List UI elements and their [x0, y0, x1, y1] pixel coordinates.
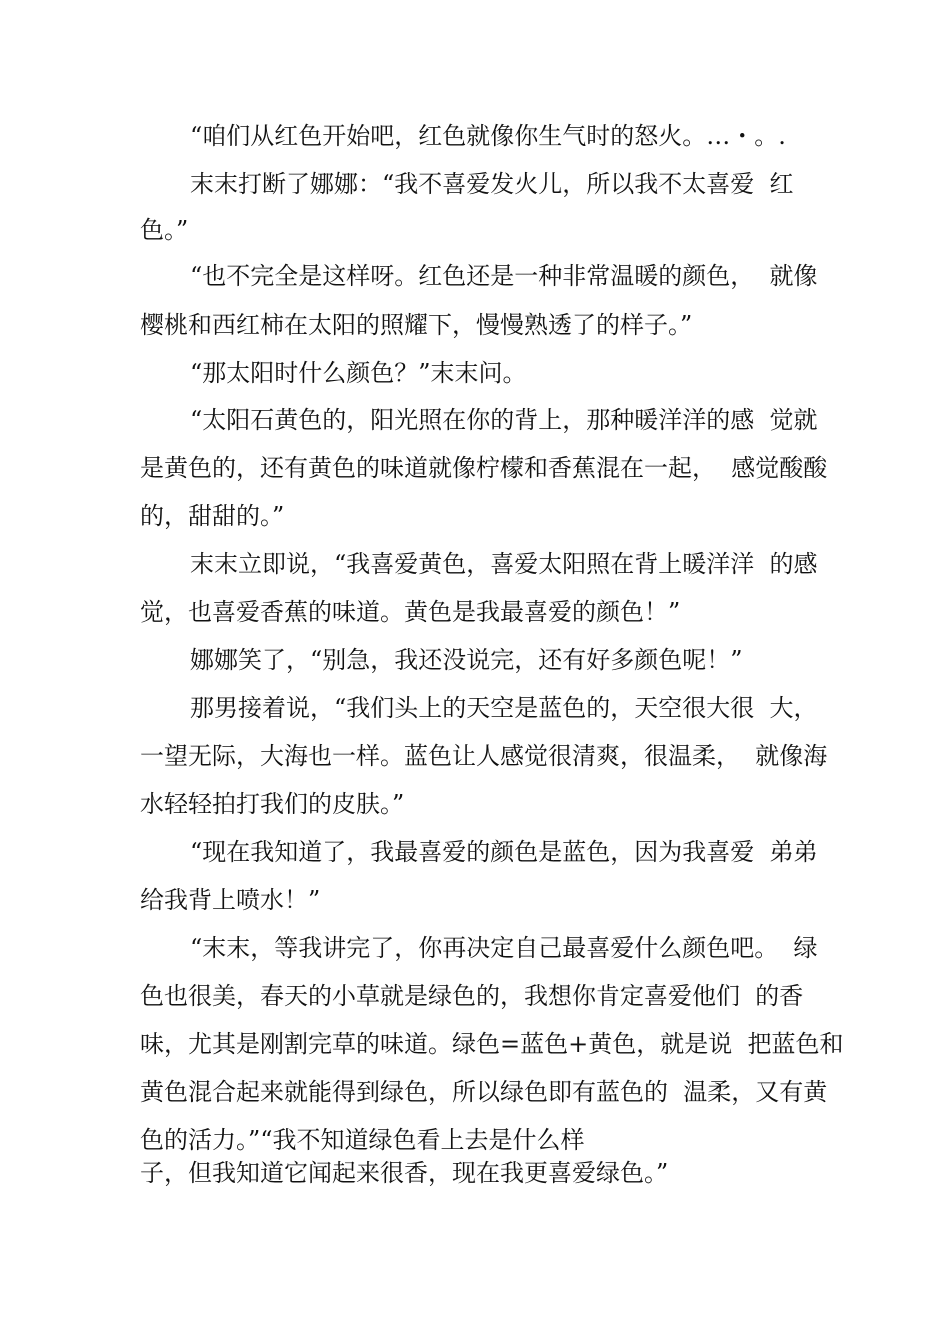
- text-line: 色的活力。”“我不知道绿色看上去是什么样: [140, 1126, 585, 1154]
- text-line: “末末，等我讲完了，你再决定自己最喜爱什么颜色吧。 绿: [190, 934, 818, 962]
- text-line: 末末立即说，“我喜爱黄色，喜爱太阳照在背上暖洋洋 的感: [190, 550, 818, 578]
- text-line: 娜娜笑了，“别急，我还没说完，还有好多颜色呢！”: [190, 646, 743, 674]
- text-line: 味，尤其是刚割完草的味道。绿色=蓝色+黄色，就是说 把蓝色和: [140, 1030, 844, 1058]
- text-line: 色也很美，春天的小草就是绿色的，我想你肯定喜爱他们 的香: [140, 982, 804, 1010]
- text-line: 末末打断了娜娜：“我不喜爱发火儿，所以我不太喜爱 红: [190, 170, 794, 198]
- text-line: 的，甜甜的。”: [140, 502, 285, 530]
- text-line: “也不完全是这样呀。红色还是一种非常温暖的颜色， 就像: [190, 262, 818, 290]
- text-line: 黄色混合起来就能得到绿色，所以绿色即有蓝色的 温柔，又有黄: [140, 1078, 828, 1106]
- text-line: 给我背上喷水！”: [140, 886, 321, 914]
- text-line: 子，但我知道它闻起来很香，现在我更喜爱绿色。”: [140, 1159, 669, 1187]
- text-line: 是黄色的，还有黄色的味道就像柠檬和香蕉混在一起， 感觉酸酸: [140, 454, 828, 482]
- text-line: 觉，也喜爱香蕉的味道。黄色是我最喜爱的颜色！”: [140, 598, 681, 626]
- text-line: “那太阳时什么颜色？”末末问。: [190, 359, 527, 387]
- text-line: “咱们从红色开始吧，红色就像你生气时的怒火。…・。.: [190, 122, 786, 150]
- text-line: 水轻轻拍打我们的皮肤。”: [140, 790, 405, 818]
- text-line: “太阳石黄色的，阳光照在你的背上，那种暖洋洋的感 觉就: [190, 406, 818, 434]
- text-line: 那男接着说，“我们头上的天空是蓝色的，天空很大很 大，: [190, 694, 818, 722]
- text-line: “现在我知道了，我最喜爱的颜色是蓝色，因为我喜爱 弟弟: [190, 838, 818, 866]
- text-line: 色。”: [140, 216, 189, 244]
- text-line: 一望无际，大海也一样。蓝色让人感觉很清爽，很温柔， 就像海: [140, 742, 828, 770]
- text-line: 樱桃和西红柿在太阳的照耀下，慢慢熟透了的样子。”: [140, 311, 693, 339]
